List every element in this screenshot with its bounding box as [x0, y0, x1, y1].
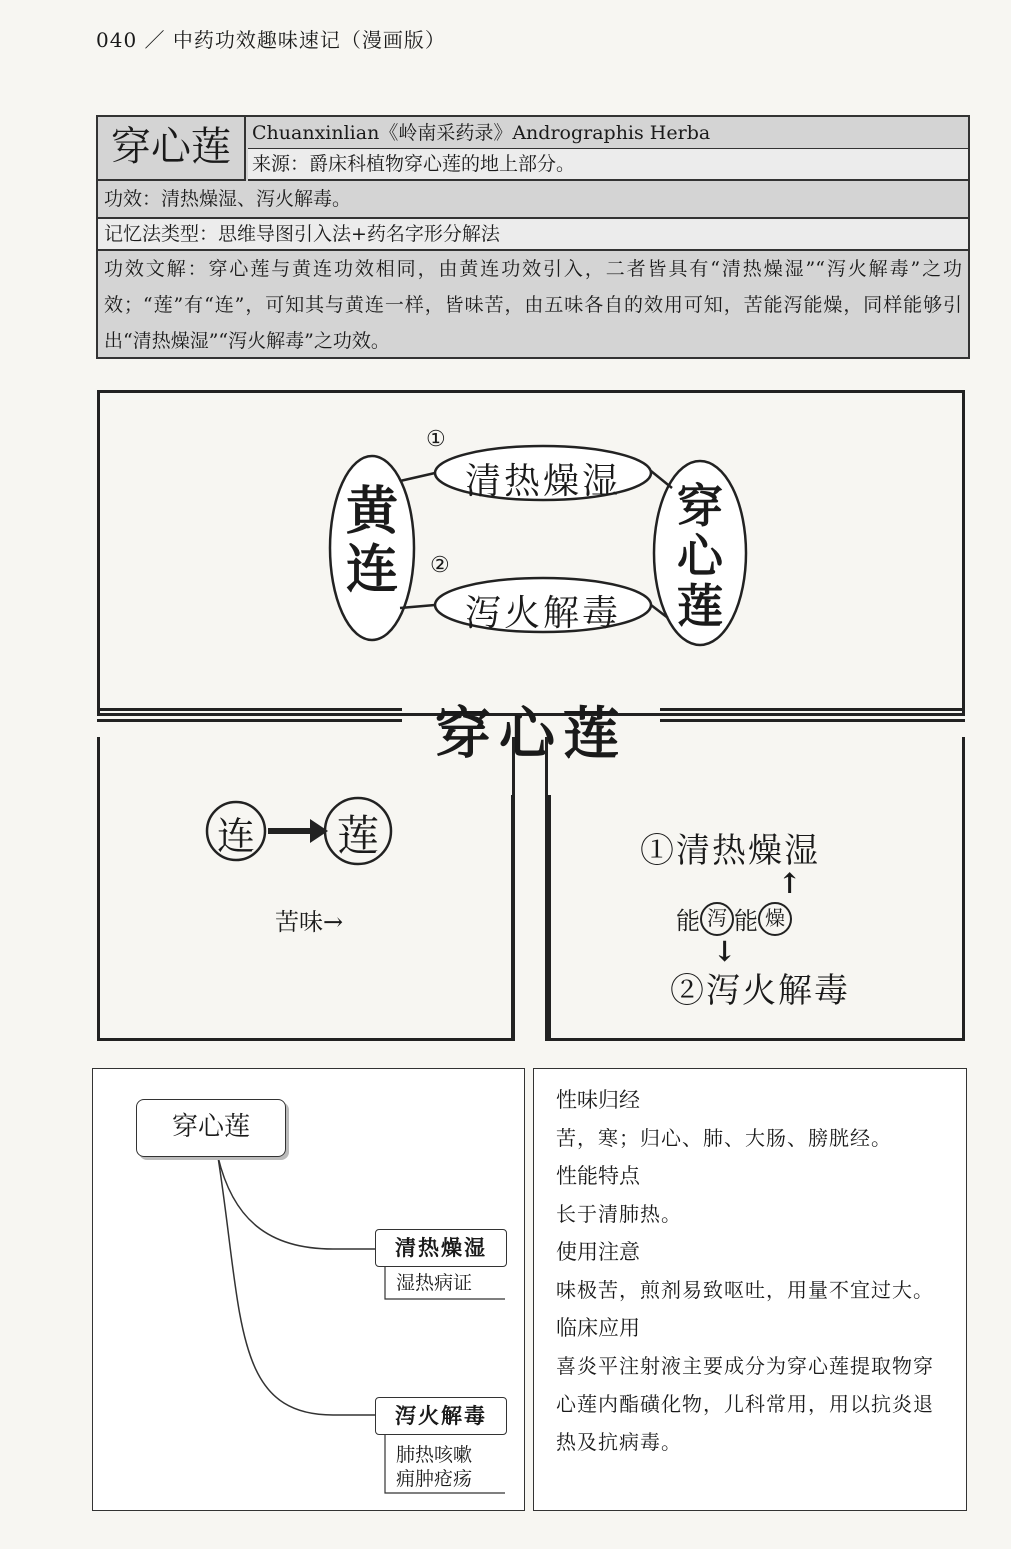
efficacy: 功效：清热燥湿、泻火解毒。 — [98, 181, 968, 219]
divider-line-right — [548, 795, 551, 1041]
source: 来源：爵床科植物穿心莲的地上部分。 — [248, 149, 968, 181]
circled-zao: 燥 — [758, 902, 792, 936]
result2: ②泻火解毒 — [670, 971, 850, 1011]
huanglian-label: 黄连 — [345, 482, 398, 600]
chuanxinlian-label: 穿心莲 — [677, 479, 723, 633]
result1: ①清热燥湿 — [640, 831, 820, 871]
title-rule-left — [97, 708, 402, 722]
mindmap-title: 穿心莲 — [435, 702, 627, 767]
page-header: 040 ／ 中药功效趣味速记（漫画版） — [96, 28, 446, 52]
link2-label: 泻火解毒 — [464, 593, 621, 634]
prop-body-nature: 苦，寒；归心、肺、大肠、膀胱经。 — [556, 1126, 892, 1150]
arrow-up-icon: ↑ — [778, 867, 802, 900]
bitter-label: 苦味→ — [275, 908, 344, 936]
tree-sub-carbuncle: 痈肿疮疡 — [396, 1468, 473, 1490]
tree-root: 穿心莲 — [136, 1099, 286, 1157]
herb-name: 穿心莲 — [98, 117, 246, 181]
link1-label: 清热燥湿 — [464, 461, 621, 502]
glyph-drawing — [100, 737, 512, 1037]
herb-info-table — [96, 115, 970, 359]
link1-number: ① — [426, 427, 446, 452]
prop-head-nature: 性味归经 — [556, 1088, 640, 1112]
prop-body-clinical: 喜炎平注射液主要成分为穿心莲提取物穿心莲内酯磺化物，儿科常用，用以抗炎退热及抗病毒。 — [556, 1354, 934, 1454]
mid-text-b: 能 — [734, 907, 758, 935]
mid-text-a: 能 — [676, 907, 700, 935]
can-drain-can-dry — [676, 901, 792, 936]
efficacy-tree — [92, 1068, 525, 1511]
latin-name: Chuanxinlian《岭南采药录》Andrographis Herba — [248, 117, 968, 149]
arrow-down-icon: ↓ — [713, 935, 737, 968]
memory-type: 记忆法类型：思维导图引入法+药名字形分解法 — [98, 219, 968, 251]
mindmap-panel — [97, 390, 965, 716]
char-from: 连 — [216, 814, 255, 858]
prop-body-features: 长于清肺热。 — [556, 1202, 682, 1226]
glyph-panel — [97, 737, 515, 1041]
circled-xie: 泻 — [700, 902, 734, 936]
mindmap-drawing — [100, 393, 962, 713]
tree-node-clear-heat: 清热燥湿 — [375, 1229, 507, 1267]
efficacy-explanation: 功效文解：穿心莲与黄连功效相同，由黄连功效引入，二者皆具有“清热燥湿”“泻火解毒”之功效；“莲”有“连”，可知其与黄连一样，皆味苦，由五味各自的效用可知，苦能泻能燥，同样能够引出“清热燥湿”“泻火解毒”之功效。 — [104, 258, 962, 352]
tree-sub-damp-heat: 湿热病证 — [396, 1272, 473, 1294]
efficacy-derivation-panel — [545, 737, 965, 1041]
tree-node-purge-fire: 泻火解毒 — [375, 1397, 507, 1435]
prop-head-caution: 使用注意 — [556, 1240, 640, 1264]
prop-body-caution: 味极苦，煎剂易致呕吐，用量不宜过大。 — [556, 1278, 934, 1302]
prop-head-clinical: 临床应用 — [556, 1316, 640, 1340]
prop-head-features: 性能特点 — [556, 1164, 640, 1188]
tree-sub-lung-heat: 肺热咳嗽 — [396, 1444, 473, 1466]
title-rule-right — [660, 708, 965, 722]
properties-panel — [533, 1068, 967, 1511]
char-to: 莲 — [336, 811, 379, 860]
link2-number: ② — [430, 553, 450, 578]
